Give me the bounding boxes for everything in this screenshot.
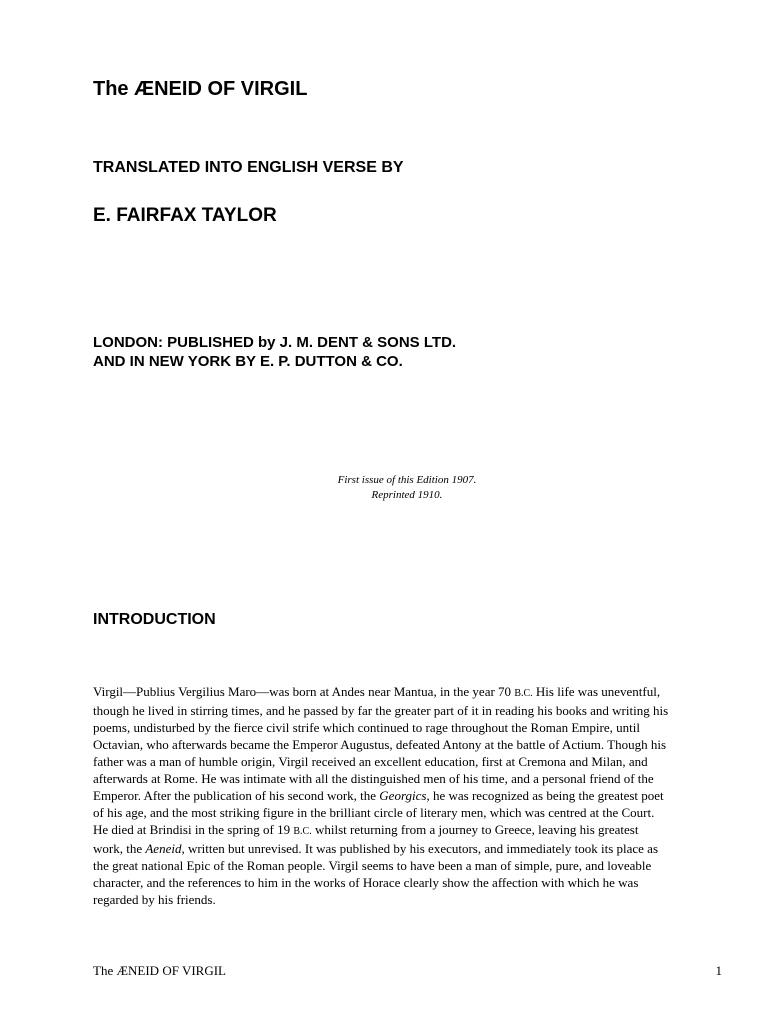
page-number: 1 <box>715 963 722 978</box>
italic-title-georgics: Georgics <box>379 788 427 803</box>
publisher-block <box>93 333 456 371</box>
paragraph-line: afterwards at Rome. He was intimate with all the distinguished men of his time, and a personal friend of the <box>93 771 654 786</box>
text-run: Virgil—Publius Vergilius Maro—was born at Andes near Mantua, in the year 70 <box>93 684 515 699</box>
paragraph-line: regarded by his friends. <box>93 892 216 907</box>
paragraph-line <box>93 683 733 702</box>
italic-title-aeneid: Aeneid <box>145 841 182 856</box>
paragraph-line: poems, undisturbed by the fierce civil strife which continued to rage throughout the Roman Empire, until <box>93 720 640 735</box>
publisher-line-london: LONDON: PUBLISHED by J. M. DENT & SONS LTD. <box>93 334 457 351</box>
edition-first-issue: First issue of this Edition 1907. <box>337 474 477 486</box>
introduction-heading: INTRODUCTION <box>93 611 216 628</box>
book-title: The ÆNEID OF VIRGIL <box>93 78 308 100</box>
small-caps-run: B.C. <box>514 688 533 699</box>
paragraph-line: character, and the references to him in the works of Horace clearly show the affection with which he was <box>93 875 639 890</box>
paragraph-line <box>93 787 733 804</box>
translator-line: TRANSLATED INTO ENGLISH VERSE BY <box>93 159 404 176</box>
text-run: whilst returning from a journey to Greece, leaving his greatest <box>311 822 639 837</box>
paragraph-line: of his age, and the most striking figure in the brilliant circle of literary men, which was centred at the Court. <box>93 805 655 820</box>
publisher-line-new-york: AND IN NEW YORK BY E. P. DUTTON & CO. <box>93 353 403 370</box>
paragraph-line: father was a man of humble origin, Virgil received an excellent education, first at Cremona and Milan, and <box>93 754 648 769</box>
paragraph-line <box>93 821 733 840</box>
paragraph-line: though he lived in stirring times, and he passed by far the greater part of it in reading his books and writing his <box>93 703 669 718</box>
paragraph-line: Octavian, who afterwards became the Emperor Augustus, defeated Antony at the battle of Actium. Though his <box>93 737 667 752</box>
edition-reprinted: Reprinted 1910. <box>371 489 443 501</box>
introduction-paragraph <box>93 683 733 908</box>
text-run: His life was uneventful, <box>532 684 661 699</box>
text-run: , written but unrevised. It was published by his executors, and immediately took its place as <box>181 841 659 856</box>
text-run: , he was recognized as being the greatest poet <box>426 788 664 803</box>
translator-name: E. FAIRFAX TAYLOR <box>93 205 277 226</box>
paragraph-line: the great national Epic of the Roman people. Virgil seems to have been a man of simple, pure, and loveable <box>93 858 652 873</box>
small-caps-run: B.C. <box>293 826 312 837</box>
footer-title: The ÆNEID OF VIRGIL <box>93 963 226 978</box>
text-run: Emperor. After the publication of his second work, the <box>93 788 380 803</box>
text-run: work, the <box>93 841 146 856</box>
paragraph-line <box>93 840 733 857</box>
text-run: He died at Brindisi in the spring of 19 <box>93 822 294 837</box>
edition-note <box>0 473 768 503</box>
